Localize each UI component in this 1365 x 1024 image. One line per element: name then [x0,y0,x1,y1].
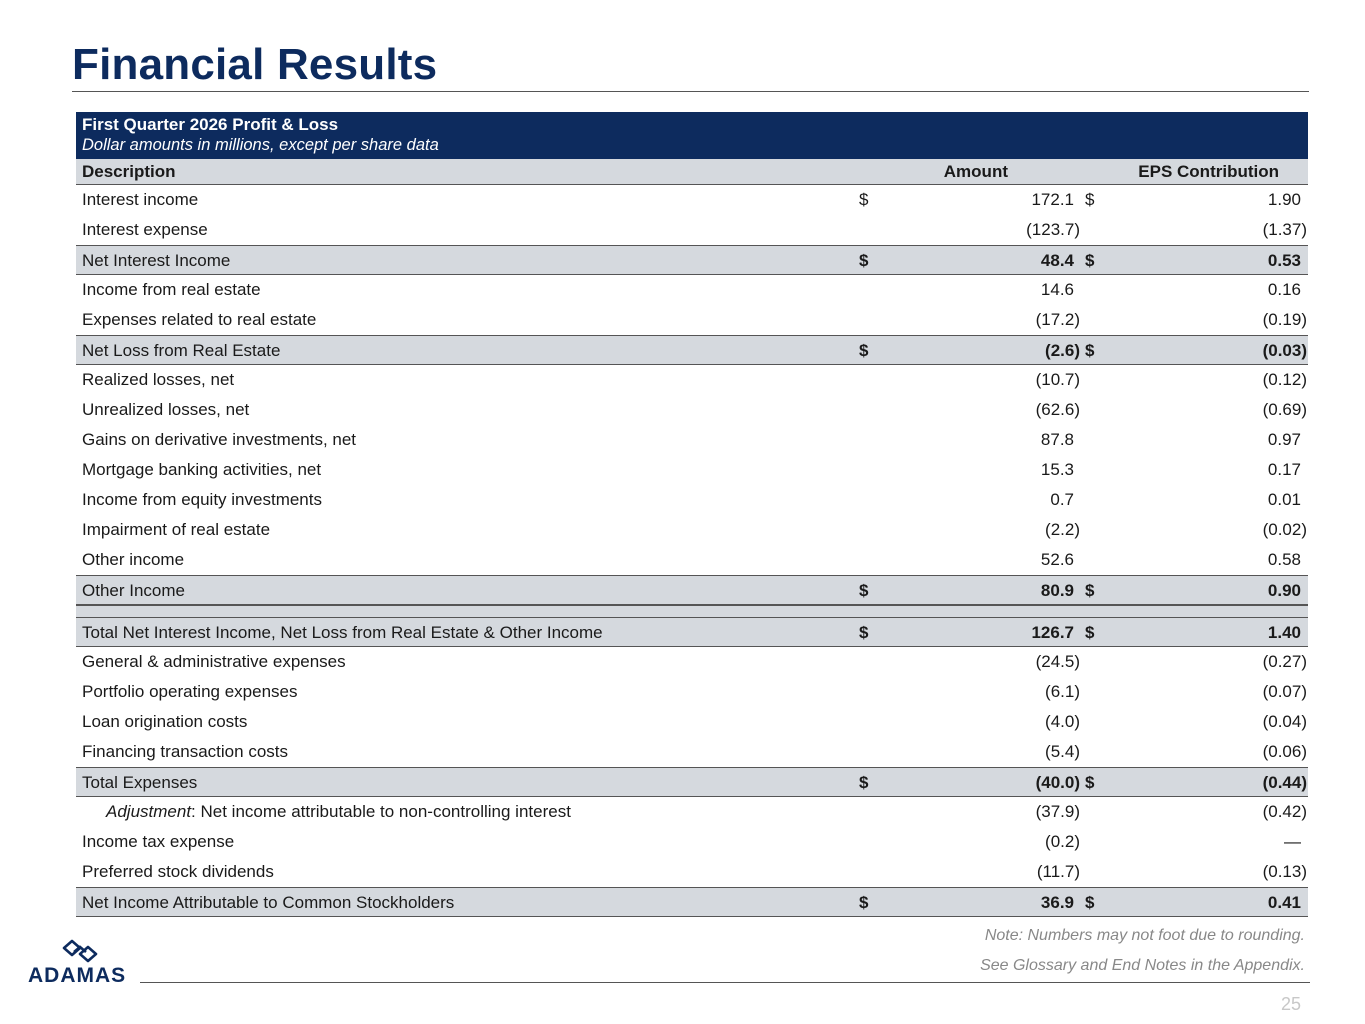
row-description: Gains on derivative investments, net [82,430,357,449]
row-description: Other Income [82,581,185,600]
table-row [76,677,1308,707]
eps-currency-symbol: $ [1085,190,1095,209]
row-description [106,797,571,827]
table-row [76,797,1308,827]
amount-value: 15.3 [1040,460,1074,479]
eps-value: 1.90 [1267,190,1301,209]
amount-value: 0.7 [1050,490,1074,509]
amount-currency-symbol: $ [859,623,869,642]
row-description: Income tax expense [82,832,235,851]
eps-value: 0.58 [1267,550,1301,569]
column-header-amount: Amount [943,162,1008,181]
amount-value: 48.4 [1040,251,1074,270]
subtotal-row [76,767,1308,797]
amount-value: 87.8 [1040,430,1074,449]
rounding-note: Note: Numbers may not foot due to rounding. [984,927,1305,944]
row-description: Interest income [82,190,199,209]
eps-currency-symbol: $ [1085,581,1095,600]
amount-value: (4.0) [1045,712,1080,731]
row-description: Other income [82,550,185,569]
row-description: Impairment of real estate [82,520,271,539]
table-title: First Quarter 2026 Profit & Loss [82,115,339,134]
eps-currency-symbol: $ [1085,773,1095,792]
subtotal-row [76,335,1308,365]
row-description: Income from equity investments [82,490,322,509]
eps-value: (0.02) [1262,520,1307,539]
column-header-description: Description [82,162,176,181]
eps-value: (0.69) [1262,400,1307,419]
amount-value: (17.2) [1035,310,1080,329]
subtotal-row [76,575,1308,605]
amount-value: 80.9 [1040,581,1074,600]
row-description: Preferred stock dividends [82,862,274,881]
amount-value: 52.6 [1040,550,1074,569]
eps-currency-symbol: $ [1085,893,1095,912]
logo-wordmark: ADAMAS [28,964,127,987]
eps-value: — [1284,832,1301,851]
eps-value: (1.37) [1262,220,1307,239]
row-description: Net Interest Income [82,251,231,270]
row-description: Loan origination costs [82,712,248,731]
section-spacer [76,605,1308,617]
column-header-eps: EPS Contribution [1138,162,1279,181]
table-row [76,425,1308,455]
table-row [76,737,1308,767]
amount-value: (2.6) [1045,341,1080,360]
amount-value: (0.2) [1045,832,1080,851]
row-description: Portfolio operating expenses [82,682,298,701]
row-description: Expenses related to real estate [82,310,317,329]
amount-value: 14.6 [1040,280,1074,299]
amount-value: (24.5) [1035,652,1080,671]
eps-value: 1.40 [1267,623,1301,642]
row-description-text: : Net income attributable to non-controlling interest [191,802,571,821]
amount-value: (37.9) [1035,802,1080,821]
eps-value: 0.01 [1267,490,1301,509]
amount-currency-symbol: $ [859,893,869,912]
eps-value: (0.07) [1262,682,1307,701]
eps-value: 0.41 [1267,893,1301,912]
row-description-italic: Adjustment [106,802,192,821]
subtotal-row [76,617,1308,647]
amount-value: (123.7) [1026,220,1080,239]
amount-value: (10.7) [1035,370,1080,389]
eps-value: (0.44) [1262,773,1307,792]
table-row [76,365,1308,395]
glossary-note: See Glossary and End Notes in the Appendix. [980,957,1305,974]
column-header-row [76,159,1308,185]
profit-loss-table [76,112,1308,917]
subtotal-row [76,887,1308,917]
table-row [76,215,1308,245]
eps-currency-symbol: $ [1085,251,1095,270]
eps-value: (0.06) [1262,742,1307,761]
eps-value: 0.97 [1267,430,1301,449]
eps-value: (0.04) [1262,712,1307,731]
amount-value: (40.0) [1035,773,1080,792]
amount-currency-symbol: $ [859,341,869,360]
row-description: General & administrative expenses [82,652,346,671]
amount-value: (6.1) [1045,682,1080,701]
table-row [76,857,1308,887]
eps-currency-symbol: $ [1085,341,1095,360]
table-row [76,647,1308,677]
amount-currency-symbol: $ [859,581,869,600]
eps-value: 0.17 [1267,460,1301,479]
row-description: Total Net Interest Income, Net Loss from Real Estate & Other Income [82,623,603,642]
table-row [76,545,1308,575]
eps-value: 0.16 [1267,280,1301,299]
page-number: 25 [1280,994,1301,1014]
adamas-diamond-logo-icon [60,938,100,964]
eps-value: (0.19) [1262,310,1307,329]
eps-value: 0.53 [1267,251,1301,270]
row-description: Financing transaction costs [82,742,288,761]
table-row [76,827,1308,857]
eps-value: (0.12) [1262,370,1307,389]
eps-value: (0.03) [1262,341,1307,360]
subtotal-row [76,245,1308,275]
eps-currency-symbol: $ [1085,623,1095,642]
eps-value: (0.42) [1262,802,1307,821]
table-row [76,707,1308,737]
amount-value: 36.9 [1040,893,1074,912]
eps-value: 0.90 [1267,581,1301,600]
amount-value: (62.6) [1035,400,1080,419]
table-row [76,485,1308,515]
table-header-banner [76,112,1308,159]
amount-value: (11.7) [1036,862,1080,881]
table-row [76,185,1308,215]
table-row [76,305,1308,335]
page-title: Financial Results [72,40,438,89]
table-row [76,515,1308,545]
row-description: Net Income Attributable to Common Stockholders [82,893,455,912]
footer-divider [140,982,1310,983]
amount-value: 172.1 [1031,190,1074,209]
table-row [76,395,1308,425]
amount-value: 126.7 [1031,623,1074,642]
amount-currency-symbol: $ [859,190,869,209]
table-body [76,185,1308,917]
row-description: Unrealized losses, net [82,400,250,419]
row-description: Realized losses, net [82,370,235,389]
title-divider [72,91,1309,92]
eps-value: (0.13) [1262,862,1307,881]
row-description: Mortgage banking activities, net [82,460,322,479]
amount-currency-symbol: $ [859,251,869,270]
table-row [76,455,1308,485]
amount-value: (5.4) [1045,742,1080,761]
row-description: Net Loss from Real Estate [82,341,281,360]
amount-currency-symbol: $ [859,773,869,792]
table-row [76,275,1308,305]
row-description: Total Expenses [82,773,198,792]
row-description: Interest expense [82,220,208,239]
row-description: Income from real estate [82,280,261,299]
table-subtitle: Dollar amounts in millions, except per share data [82,136,439,154]
eps-value: (0.27) [1262,652,1307,671]
amount-value: (2.2) [1045,520,1080,539]
